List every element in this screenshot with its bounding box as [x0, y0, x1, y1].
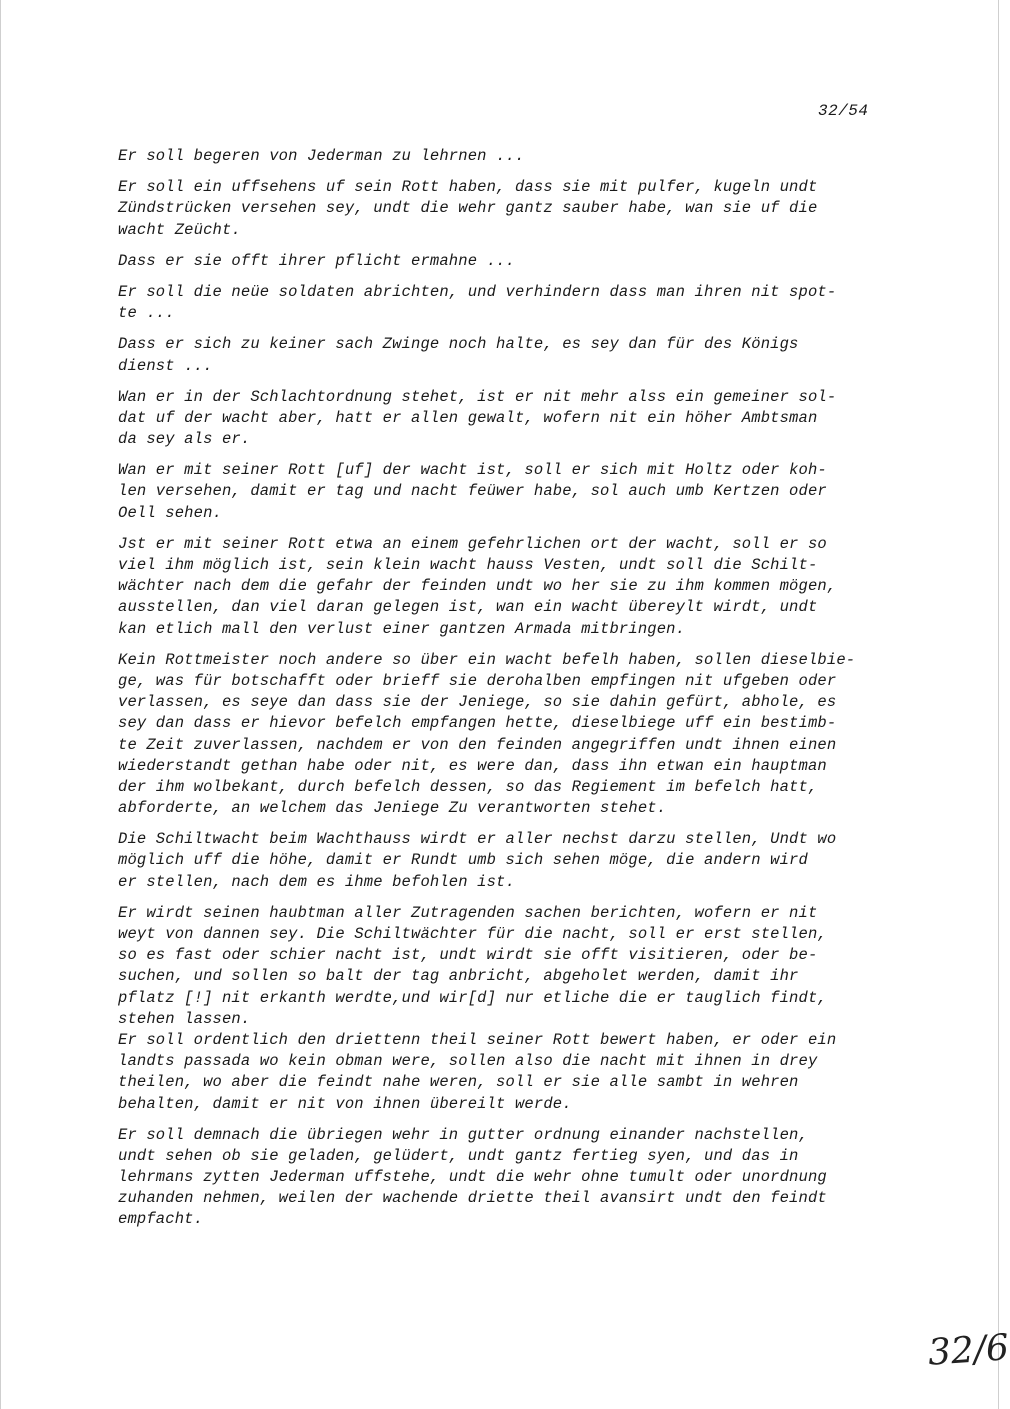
text-line: Wan er mit seiner Rott [uf] der wacht ist, soll er sich mit Holtz oder koh- — [118, 461, 827, 480]
text-line: theilen, wo aber die feindt nahe weren, soll er sie alle sambt in wehren — [118, 1073, 799, 1092]
paragraph — [118, 146, 893, 167]
text-line: Er wirdt seinen haubtman aller Zutragenden sachen berichten, wofern er nit — [118, 903, 818, 922]
text-line: te ... — [118, 304, 175, 323]
page-right-edge — [998, 0, 999, 1409]
paragraph — [118, 334, 893, 376]
text-line: Dass er sie offt ihrer pflicht ermahne ... — [118, 251, 515, 270]
text-line: behalten, damit er nit von ihnen übereilt werde. — [118, 1094, 572, 1113]
text-line: Er soll ordentlich den driettenn theil seiner Rott bewert haben, er oder ein — [118, 1030, 837, 1049]
paragraph-gap — [118, 524, 893, 534]
text-line: landts passada wo kein obman were, sollen also die nacht mit ihnen in drey — [118, 1052, 818, 1071]
page-number: 32/54 — [818, 102, 869, 120]
text-line: empfacht. — [118, 1210, 204, 1229]
paragraph — [118, 650, 893, 820]
paragraph-gap — [118, 167, 893, 177]
text-line: Er soll demnach die übriegen wehr in gutter ordnung einander nachstellen, — [118, 1125, 808, 1144]
text-line: so es fast oder schier nacht ist, undt wirdt sie offt visitieren, oder be- — [118, 946, 818, 965]
text-line: Dass er sich zu keiner sach Zwinge noch halte, es sey dan für des Königs — [118, 335, 799, 354]
text-line: suchen, und sollen so balt der tag anbricht, abgeholet werden, damit ihr — [118, 967, 799, 986]
text-line: Jst er mit seiner Rott etwa an einem gefehrlichen ort der wacht, soll er so — [118, 534, 827, 553]
text-line: undt sehen ob sie geladen, gelüdert, undt gantz fertieg syen, und das in — [118, 1146, 799, 1165]
paragraph-gap — [118, 324, 893, 334]
page-left-edge — [0, 0, 1, 1409]
text-line: pflatz [!] nit erkanth werdte,und wir[d] nur etliche die er tauglich findt, — [118, 988, 827, 1007]
paragraph — [118, 282, 893, 324]
text-line: len versehen, damit er tag und nacht feüwer habe, sol auch umb Kertzen oder — [118, 482, 827, 501]
text-line: Oell sehen. — [118, 503, 222, 522]
text-line: Kein Rottmeister noch andere so über ein wacht befelh haben, sollen dieselbie- — [118, 650, 856, 669]
paragraph — [118, 177, 893, 241]
text-line: kan etlich mall den verlust einer gantzen Armada mitbringen. — [118, 619, 686, 638]
text-line: Er soll begeren von Jederman zu lehrnen ... — [118, 147, 525, 165]
text-line: der ihm wolbekant, durch befelch dessen, so das Regiement im befelch hatt, — [118, 777, 818, 796]
paragraph-gap — [118, 377, 893, 387]
text-line: dienst ... — [118, 356, 213, 375]
text-line: wacht Zeücht. — [118, 220, 241, 239]
text-line: te Zeit zuverlassen, nachdem er von den feinden angegriffen undt ihnen einen — [118, 735, 837, 754]
paragraph — [118, 829, 893, 893]
paragraph — [118, 534, 893, 640]
paragraph-gap — [118, 241, 893, 251]
paragraph — [118, 460, 893, 524]
text-line: Wan er in der Schlachtordnung stehet, ist er nit mehr alss ein gemeiner sol- — [118, 387, 837, 406]
paragraph — [118, 387, 893, 451]
handwritten-page-number: 32/6 — [926, 1327, 1010, 1374]
text-line: wiederstandt gethan habe oder nit, es were dan, dass ihn etwan ein hauptman — [118, 756, 827, 775]
text-line: Er soll ein uffsehens uf sein Rott haben, dass sie mit pulfer, kugeln undt — [118, 178, 818, 197]
text-line: lehrmans zytten Jederman uffstehe, undt die wehr ohne tumult oder unordnung — [118, 1168, 827, 1187]
paragraph — [118, 251, 893, 272]
text-line: weyt von dannen sey. Die Schiltwächter für die nacht, soll er erst stellen, — [118, 925, 827, 943]
text-line: möglich uff die höhe, damit er Rundt umb sich sehen möge, die andern wird — [118, 851, 808, 870]
text-line: Zündstrücken versehen sey, undt die wehr gantz sauber habe, wan sie uf die — [118, 199, 818, 218]
paragraph-gap — [118, 1115, 893, 1125]
text-line: ge, was für botschafft oder brieff sie derohalben empfingen nit ufgeben oder — [118, 671, 837, 690]
text-line: abforderte, an welchem das Jeniege Zu verantworten stehet. — [118, 799, 667, 818]
paragraph — [118, 903, 893, 1115]
paragraph-gap — [118, 819, 893, 829]
text-line: sey dan dass er hievor befelch empfangen hette, dieselbiege uff ein bestimb- — [118, 714, 837, 733]
text-line: wächter nach dem die gefahr der feinden undt wo her sie zu ihm kommen mögen, — [118, 577, 837, 596]
text-line: Die Schiltwacht beim Wachthauss wirdt er aller nechst darzu stellen, Undt wo — [118, 830, 837, 849]
paragraph-gap — [118, 893, 893, 903]
paragraph-gap — [118, 272, 893, 282]
text-line: viel ihm möglich ist, sein klein wacht hauss Vesten, undt soll die Schilt- — [118, 556, 818, 574]
text-line: zuhanden nehmen, weilen der wachende driette theil avansirt undt den feindt — [118, 1189, 827, 1208]
text-line: Er soll die neüe soldaten abrichten, und verhindern dass man ihren nit spot- — [118, 282, 837, 301]
body-text — [118, 146, 893, 1231]
text-line: stehen lassen. — [118, 1009, 251, 1028]
paragraph — [118, 1125, 893, 1231]
paragraph-gap — [118, 450, 893, 460]
text-line: da sey als er. — [118, 430, 251, 449]
text-line: dat uf der wacht aber, hatt er allen gewalt, wofern nit ein höher Ambtsman — [118, 408, 818, 427]
paragraph-gap — [118, 640, 893, 650]
text-line: verlassen, es seye dan dass sie der Jeniege, so sie dahin gefürt, abhole, es — [118, 693, 837, 712]
text-line: ausstellen, dan viel daran gelegen ist, wan ein wacht übereylt wirdt, undt — [118, 598, 818, 617]
text-line: er stellen, nach dem es ihme befohlen ist. — [118, 872, 515, 891]
